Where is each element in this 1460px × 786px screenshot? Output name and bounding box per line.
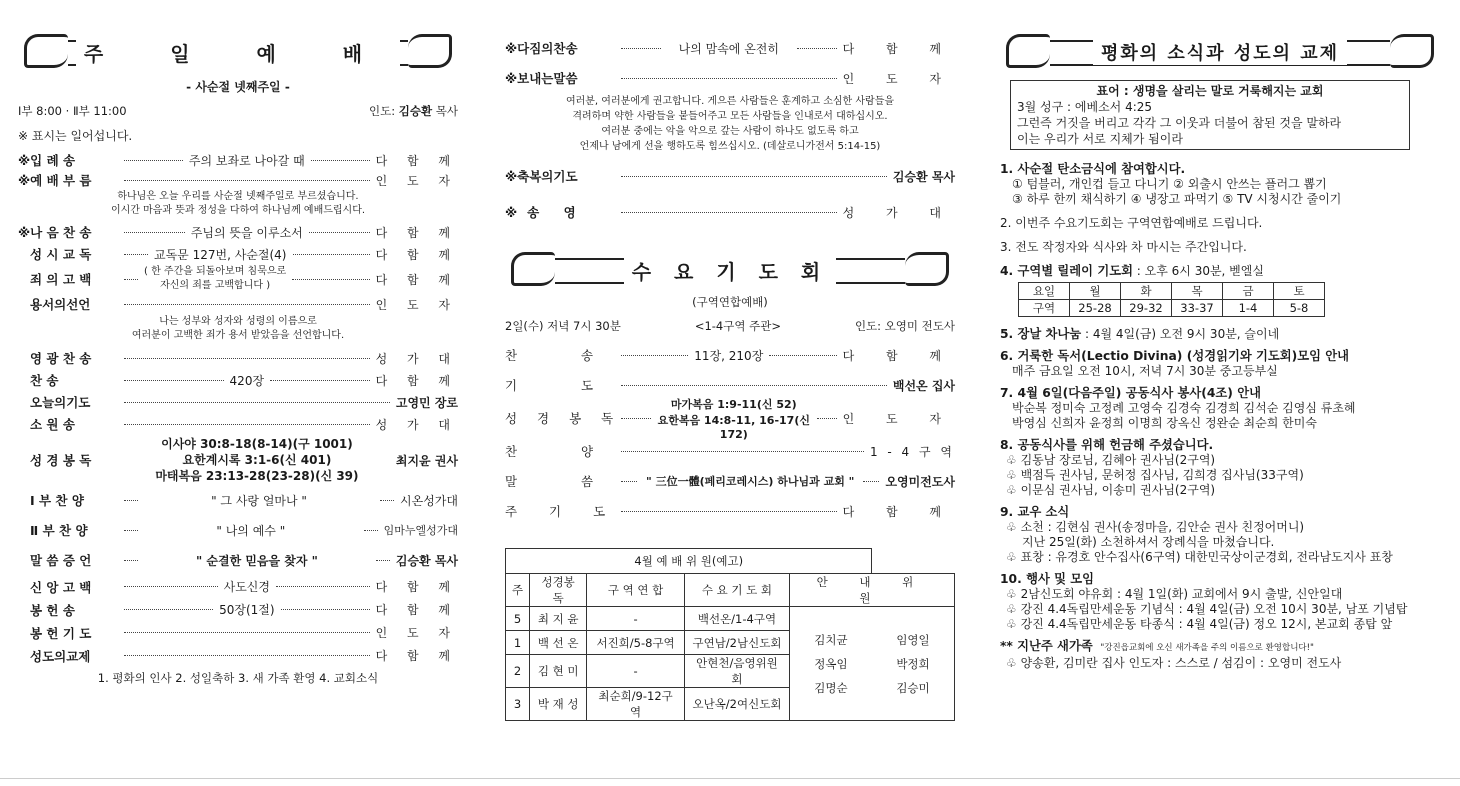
order-item: 성 경 봉 독 이사야 30:8-18(8-14)(구 1001) 요한계시록 3:1-6(신 401) 마태복음 23:13-28(23-28)(신 39) 최지윤 권사	[30, 437, 458, 483]
leader-role: 목사	[435, 104, 458, 118]
section-title: 주 일 예 배	[76, 38, 400, 67]
table-row: 1 백 선 온 서진희/5-8구역 구연남/2남신도회	[506, 631, 955, 655]
sending-word-text: 여러분, 여러분에게 권고합니다. 게으른 사람들은 훈계하고 소심한 사람들을 격려하며 약한 사람들을 붙들어주고 모든 사람들을 인내로서 대하십시오. 여러분 중에는 악을 악으로 갚는 사람이 하나도 없도록 하고 언제나 남에게 선을 행하도록 힘쓰십시오. (데살로니가전서 5:14-15)	[565, 96, 895, 152]
wednesday-column	[505, 0, 955, 770]
order-item: 찬 양 1 - 4 구 역	[505, 444, 955, 459]
standing-note: ※ 표시는 일어섭니다.	[18, 129, 133, 143]
table-row: 2 김 현 미 - 안현천/음영위원회	[506, 655, 955, 688]
order-item: 소 원 송 성 가 대	[30, 417, 458, 432]
table-header: 안 내 위 원	[789, 574, 954, 607]
news-item: 10. 행사 및 모임 ♧ 2남신도회 야유회 : 4월 1일(화) 교회에서 9시 출발, 신안일대 ♧ 강진 4.4독립만세운동 기념식 : 4월 4일(금) 오전 10시 30분, 남포 기념탑 ♧ 강진 4.4독립만세운동 타종식 : 4월 4일(금) 정오 12시, 본교회 종탑 앞	[1000, 572, 1408, 631]
table-title: 4월 예 배 위 원(예고)	[506, 549, 872, 574]
news-item: 8. 공동식사를 위해 헌금해 주셨습니다. ♧ 김동남 장로님, 김혜아 권사님(2구역) ♧ 백점득 권사님, 문허정 집사님, 김희경 집사님(33구역) ♧ 이문심 권사님, 이송미 권사님(2구역)	[1000, 438, 1304, 497]
table-row: 5 최 지 윤 - 백선온/1-4구역 김치균 정옥임 김명순 임영일 박정희 김승미	[506, 607, 955, 631]
news-item: 2. 이번주 수요기도회는 구역연합예배로 드립니다.	[1000, 216, 1263, 230]
fellowship-list: 1. 평화의 인사 2. 성일축하 3. 새 가족 환영 4. 교회소식	[97, 671, 379, 685]
order-item: Ⅰ 부 찬 양 " 그 사랑 얼마나 " 시온성가대	[30, 493, 458, 508]
news-item: 4. 구역별 릴레이 기도회 : 오후 6시 30분, 벧엘실	[1000, 264, 1264, 278]
order-item: 오늘의기도 고영민 장로	[30, 395, 458, 410]
sunday-worship-column	[18, 0, 458, 770]
worship-committee-table	[505, 548, 955, 721]
scroll-curl-icon	[408, 34, 452, 68]
order-item: 찬 송 420장 다 함 께	[30, 373, 458, 388]
motto-title: 표어 : 생명을 살리는 말로 거룩해지는 교회	[1096, 84, 1324, 98]
call-to-worship-text: 하나님은 오늘 우리를 사순절 넷째주일로 부르셨습니다. 이시간 마음과 뜻과 정성을 다하여 하나님께 예배드립시다.	[110, 191, 366, 216]
order-item: 말 씀 증 언 " 순결한 믿음을 찾자 " 김승환 목사	[30, 553, 458, 568]
news-item: 5. 장날 차나눔 : 4월 4일(금) 오전 9시 30분, 슬이네	[1000, 327, 1280, 341]
news-item: 7. 4월 6일(다음주일) 공동식사 봉사(4조) 안내 박순복 정미숙 고정례 고영숙 김경숙 김경희 김석순 김영심 류초혜 박영심 신희자 윤정희 이명희 장옥신 정완순 최순희 한미숙	[1000, 386, 1356, 430]
news-item: 6. 거룩한 독서(Lectio Divina) (성경읽기와 기도회)모임 안내 매주 금요일 오전 10시, 저녁 7시 30분 중고등부실	[1000, 349, 1350, 378]
table-header: 주	[506, 574, 530, 607]
service-times-row	[18, 103, 458, 119]
order-item: ※입 례 송 주의 보좌로 나아갈 때 다 함 께	[18, 153, 458, 168]
order-item: 봉 헌 기 도 인 도 자	[30, 625, 458, 641]
order-item: 성 경 봉 독 마가복음 1:9-11(신 52) 요한복음 14:8-11, 16-17(신 172) 인 도 자	[505, 397, 955, 441]
scroll-curl-icon	[511, 252, 555, 286]
news-item: ** 지난주 새가족 "강진읍교회에 오신 새가족을 주의 이름으로 환영합니다!" ♧ 양송환, 김미란 집사 인도자 : 스스로 / 섬김이 : 오영미 전도사	[1000, 639, 1342, 670]
wednesday-banner	[505, 250, 955, 290]
order-item: 영 광 찬 송 성 가 대	[30, 351, 458, 366]
scroll-curl-icon	[1006, 34, 1050, 68]
news-column	[1000, 0, 1440, 770]
order-item: 용서의선언 인 도 자	[30, 297, 458, 312]
order-item: 신 앙 고 백 사도신경 다 함 께	[30, 579, 458, 595]
section-subtitle: (구역연합예배)	[692, 295, 768, 309]
scroll-curl-icon	[1390, 34, 1434, 68]
news-item: 9. 교우 소식 ♧ 소천 : 김현심 권사(송정마을, 김안순 권사 친정어머니) 지난 25일(화) 소천하셔서 장례식을 마쳤습니다. ♧ 표창 : 유경호 안수집사(6구역) 대한민국상이군경회, 전라남도지사 표창	[1000, 505, 1393, 564]
news-item: 1. 사순절 탄소금식에 참여합시다. ① 텀블러, 개인컵 들고 다니기 ② 외출시 안쓰는 플러그 뽑기 ③ 하루 한끼 채식하기 ④ 냉장고 파먹기 ⑤ TV 시청시간 줄이기	[1000, 162, 1342, 206]
leader-name: 김승환	[398, 104, 433, 118]
order-item: ※송 영 성 가 대	[505, 205, 955, 220]
order-item: 성도의교제 다 함 께	[30, 648, 458, 664]
motto-box: 표어 : 생명을 살리는 말로 거룩해지는 교회 3월 성구 : 에베소서 4:25 그런즉 거짓을 버리고 각각 그 이웃과 더불어 참된 것을 말하라 이는 우리가 서로 지체가 됨이라	[1010, 80, 1410, 150]
news-banner	[1000, 32, 1440, 72]
absolution-text: 나는 성부와 성자와 성령의 이름으로 여러분이 고백한 죄가 용서 받았음을 선언합니다.	[131, 316, 345, 341]
order-item: ※다짐의찬송 나의 맘속에 온전히 다 함 께	[505, 41, 955, 56]
order-item: ※나 음 찬 송 주님의 뜻을 이루소서 다 함 께	[18, 225, 458, 240]
table-header: 구 역 연 합	[587, 574, 685, 607]
order-item: 봉 헌 송 50장(1절) 다 함 께	[30, 602, 459, 618]
scroll-curl-icon	[24, 34, 68, 68]
section-title: 평화의 소식과 성도의 교제	[1093, 39, 1347, 65]
order-item: 말 씀 " 三位一體(페리코레시스) 하나님과 교회 " 오영미전도사	[505, 474, 955, 489]
page-edge-divider	[0, 778, 1460, 779]
order-item: ※보내는말씀 인 도 자	[505, 71, 955, 86]
wednesday-info-row: 2일(수) 저녁 7시 30분 <1-4구역 주관> 인도: 오영미 전도사	[505, 319, 955, 333]
sunday-worship-banner	[18, 32, 458, 72]
table-header: 성경봉독	[530, 574, 587, 607]
order-item: 죄 의 고 백 ( 한 주간을 되돌아보며 침묵으로 자신의 죄를 고백합니다 ) 다 함 께	[30, 266, 458, 291]
relay-prayer-table: 요일 월 화 목 금 토 구역 25-28 29-32 33-37 1-4 5-8	[1018, 282, 1325, 317]
service-times: Ⅰ부 8:00 · Ⅱ부 11:00	[18, 104, 127, 118]
scripture-readings: 이사야 30:8-18(8-14)(구 1001) 요한계시록 3:1-6(신 401) 마태복음 23:13-28(23-28)(신 39)	[155, 437, 359, 483]
section-title: 수 요 기 도 회	[624, 256, 836, 285]
table-row: 3 박 재 성 최순희/9-12구역 오난옥/2여신도회	[506, 688, 955, 721]
order-item: 기 도 백선온 집사	[505, 378, 955, 393]
order-item: 성 시 교 독 교독문 127번, 사순절(4) 다 함 께	[30, 247, 458, 262]
scroll-curl-icon	[905, 252, 949, 286]
section-subtitle: - 사순절 넷째주일 -	[186, 80, 290, 94]
order-item: ※예 배 부 름 인 도 자	[18, 173, 458, 188]
order-item: 찬 송 11장, 210장 다 함 께	[505, 348, 955, 363]
news-item: 3. 전도 작정자와 식사와 차 마시는 주간입니다.	[1000, 240, 1247, 254]
table-header: 수 요 기 도 회	[684, 574, 789, 607]
leader-label: 인도:	[369, 104, 396, 118]
order-item: 주 기 도 다 함 께	[505, 504, 955, 519]
order-item: ※축복의기도 김승환 목사	[505, 169, 955, 184]
order-item: Ⅱ 부 찬 양 " 나의 예수 " 임마누엘성가대	[30, 523, 458, 538]
